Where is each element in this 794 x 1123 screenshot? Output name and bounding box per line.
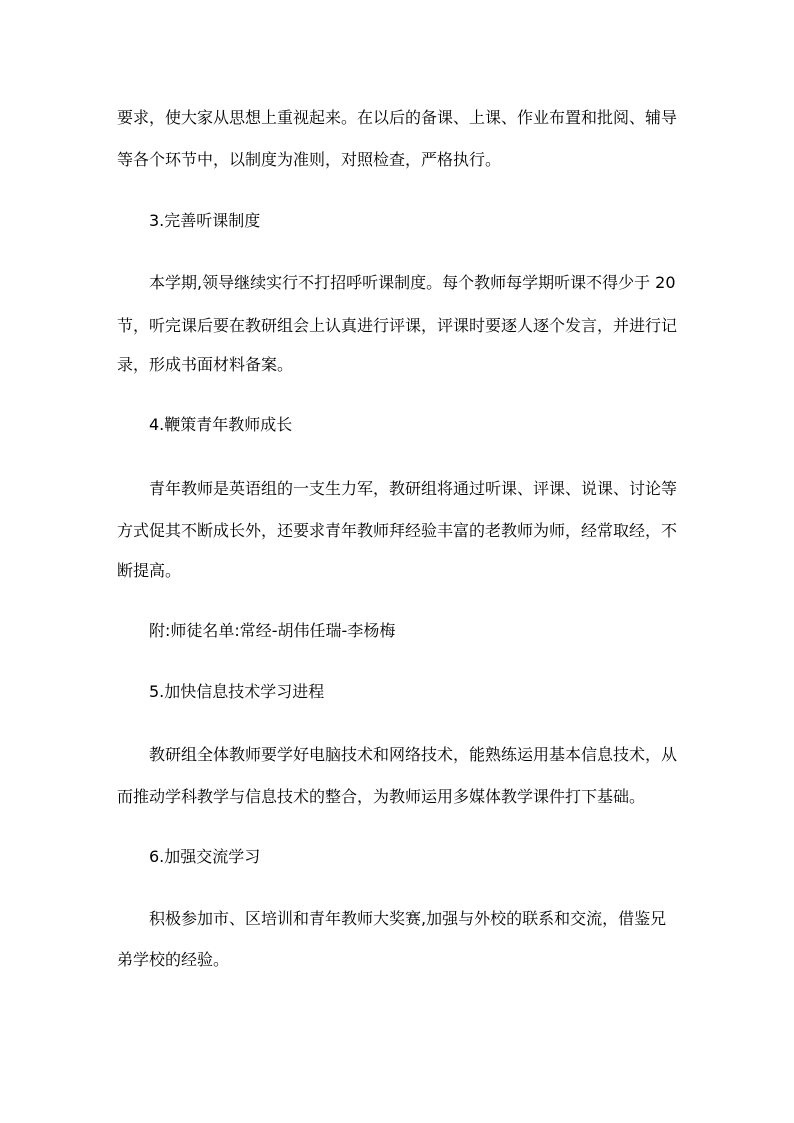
- paragraph-line: 本学期,领导继续实行不打招呼听课制度。每个教师每学期听课不得少于 20: [149, 273, 676, 292]
- paragraph-line: 而推动学科教学与信息技术的整合，为教师运用多媒体教学课件打下基础。: [117, 787, 646, 806]
- section-heading: 6.加强交流学习: [149, 847, 261, 866]
- paragraph-line: 等各个环节中，以制度为准则，对照检查，严格执行。: [117, 150, 502, 169]
- section-heading: 4.鞭策青年教师成长: [149, 415, 293, 434]
- section-heading: 5.加快信息技术学习进程: [149, 682, 325, 701]
- paragraph-line: 弟学校的经验。: [117, 950, 230, 969]
- paragraph-line: 教研组全体教师要学好电脑技术和网络技术，能熟练运用基本信息技术，从: [149, 745, 678, 764]
- paragraph-line: 要求，使大家从思想上重视起来。在以后的备课、上课、作业布置和批阅、辅导: [117, 108, 678, 127]
- section-heading: 3.完善听课制度: [149, 211, 261, 230]
- paragraph-line: 青年教师是英语组的一支生力军，教研组将通过听课、评课、说课、讨论等: [149, 479, 678, 498]
- paragraph-line: 积极参加市、区培训和青年教师大奖赛,加强与外校的联系和交流，借鉴兄: [149, 909, 667, 928]
- paragraph-line: 方式促其不断成长外，还要求青年教师拜经验丰富的老教师为师，经常取经，不: [117, 521, 678, 540]
- paragraph-line: 断提高。: [117, 561, 182, 580]
- paragraph-line: 节，听完课后要在教研组会上认真进行评课，评课时要逐人逐个发言，并进行记: [117, 316, 678, 335]
- paragraph-line: 录，形成书面材料备案。: [117, 355, 294, 374]
- mentor-list: 附:师徒名单:常经-胡伟任瑞-李杨梅: [149, 621, 396, 640]
